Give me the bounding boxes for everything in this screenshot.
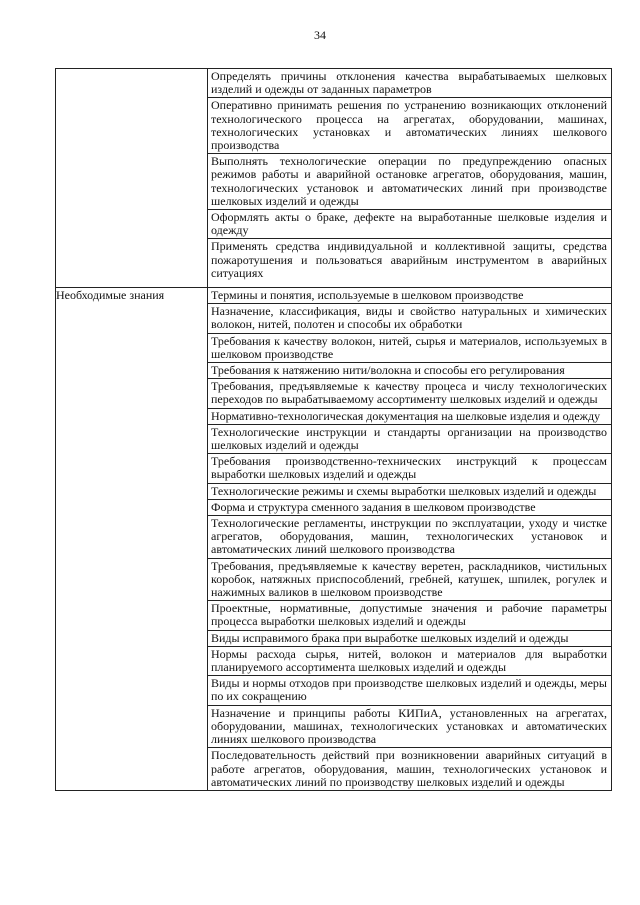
- list-item: Оперативно принимать решения по устранению возникающих отклонений технологического процесса на агрегатах, оборудовании, машинах, технологических установках и автоматических линиях шелкового производства: [208, 98, 611, 154]
- list-item: Нормативно-технологическая документация на шелковые изделия и одежду: [208, 409, 611, 425]
- standard-table: [55, 68, 612, 791]
- list-item: Определять причины отклонения качества вырабатываемых шелковых изделий и одежды от заданных параметров: [208, 69, 611, 98]
- list-item: Оформлять акты о браке, дефекте на выработанные шелковые изделия и одежду: [208, 210, 611, 239]
- list-item: Назначение, классификация, виды и свойство натуральных и химических волокон, нитей, полотен и способы их обработки: [208, 304, 611, 333]
- list-item: Технологические режимы и схемы выработки шелковых изделий и одежды: [208, 484, 611, 500]
- knowledge-label: Необходимые знания: [56, 288, 208, 791]
- list-item: Требования, предъявляемые к качеству веретен, раскладников, чистильных коробок, натяжных приспособлений, гребней, катушек, шпилек, рогулек и нажимных валиков в шелковом производстве: [208, 559, 611, 602]
- list-item: Виды исправимого брака при выработке шелковых изделий и одежды: [208, 631, 611, 647]
- list-item: Требования к качеству волокон, нитей, сырья и материалов, используемых в шелковом производстве: [208, 334, 611, 363]
- list-item: Технологические инструкции и стандарты организации на производство шелковых изделий и одежды: [208, 425, 611, 454]
- list-item: Форма и структура сменного задания в шелковом производстве: [208, 500, 611, 516]
- list-item: Проектные, нормативные, допустимые значения и рабочие параметры процесса выработки шелковых изделий и одежды: [208, 601, 611, 630]
- knowledge-items-cell: [208, 288, 612, 791]
- list-item: Требования к натяжению нити/волокна и способы его регулирования: [208, 363, 611, 379]
- list-item: Технологические регламенты, инструкции по эксплуатации, уходу и чистке агрегатов, оборудования, машин, технологических установок и автоматических линий шелкового производства: [208, 516, 611, 559]
- list-item: Применять средства индивидуальной и коллективной защиты, средства пожаротушения и пользоваться аварийным инструментом в аварийных ситуациях: [211, 239, 607, 280]
- list-item: Назначение и принципы работы КИПиА, установленных на агрегатах, оборудовании, машинах, технологических установках и автоматических линиях шелкового производства: [208, 706, 611, 749]
- list-item: Выполнять технологические операции по предупреждению опасных режимов работы и аварийной остановке агрегатов, оборудования, машин, технологических установок и автоматических линий при производстве шелковых изделий и одежды: [208, 154, 611, 210]
- list-item: Требования, предъявляемые к качеству процеса и числу технологических переходов по вырабатываемому ассортименту шелковых изделий и одежды: [208, 379, 611, 408]
- table-row-knowledge: [56, 288, 612, 791]
- page-number: 34: [314, 28, 326, 42]
- list-item: Последовательность действий при возникновении аварийных ситуаций в работе агрегатов, оборудования, машин, технологических установок и автоматических линий по производству шелковых изделий и одежды: [211, 748, 607, 789]
- table-row-skills-continuation: [56, 69, 612, 288]
- list-item: Термины и понятия, используемые в шелковом производстве: [208, 288, 611, 304]
- empty-label-cell: [56, 69, 208, 288]
- skills-items-cell: [208, 69, 612, 288]
- list-item: Требования производственно-технических инструкций к процессам выработки шелковых изделий и одежды: [208, 454, 611, 483]
- list-item: Нормы расхода сырья, нитей, волокон и материалов для выработки планируемого ассортимента шелковых изделий и одежды: [208, 647, 611, 676]
- list-item: Виды и нормы отходов при производстве шелковых изделий и одежды, меры по их сокращению: [208, 676, 611, 705]
